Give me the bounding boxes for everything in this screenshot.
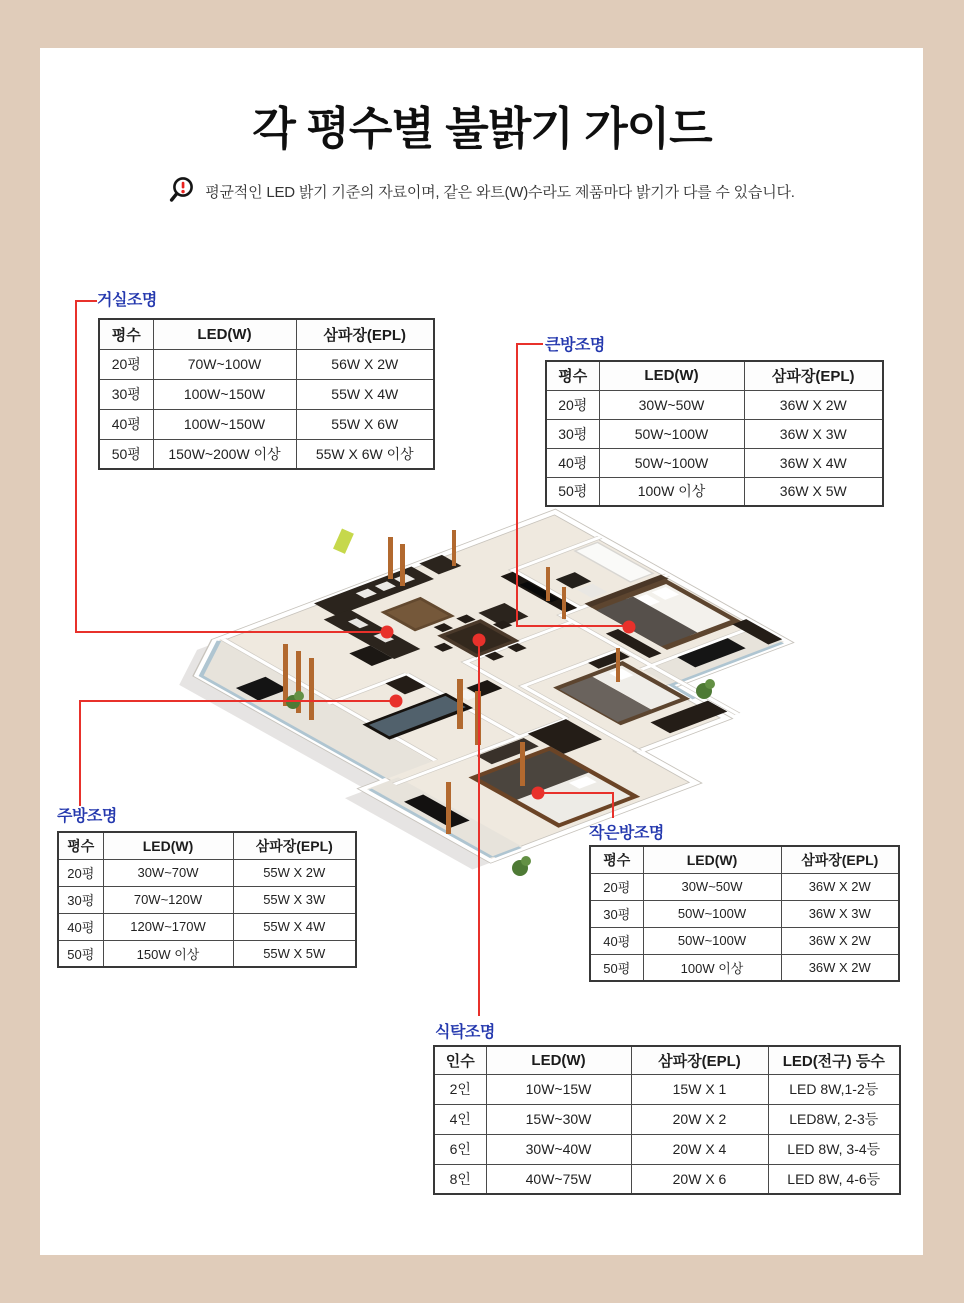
col-header: 삼파장(EPL) [631,1046,768,1074]
col-header: 평수 [99,319,153,349]
table-row: 40평 120W~170W 55W X 4W [58,913,356,940]
table-header-row [590,846,899,873]
magnifier-exclamation-icon [169,176,196,206]
table-row: 50평 100W 이상 36W X 2W [590,954,899,981]
col-header: 삼파장(EPL) [781,846,899,873]
bigroom-table-title: 큰방조명 [545,337,605,354]
smallroom-lighting-table [589,845,900,982]
col-header: 인수 [434,1046,486,1074]
wall-art [333,529,354,554]
table-row: 50평 150W~200W 이상 55W X 6W 이상 [99,439,434,469]
table-row: 8인 40W~75W 20W X 6 LED 8W, 4-6등 [434,1164,900,1194]
living-lighting-table [98,318,435,470]
dining-lighting-table [433,1045,901,1195]
col-header: LED(W) [153,319,296,349]
col-header: LED(W) [103,832,233,859]
table-row: 40평 100W~150W 55W X 6W [99,409,434,439]
table-row: 30평 100W~150W 55W X 4W [99,379,434,409]
col-header: 평수 [590,846,643,873]
col-header: 평수 [546,361,599,390]
table-header-row [546,361,883,390]
table-row: 6인 30W~40W 20W X 4 LED 8W, 3-4등 [434,1134,900,1164]
table-row: 2인 10W~15W 15W X 1 LED 8W,1-2등 [434,1074,900,1104]
table-row: 40평 50W~100W 36W X 2W [590,927,899,954]
table-row: 30평 70W~120W 55W X 3W [58,886,356,913]
col-header: LED(W) [486,1046,631,1074]
kitchen-lighting-table [57,831,357,968]
col-header: 삼파장(EPL) [744,361,883,390]
table-header-row [434,1046,900,1074]
table-row: 20평 30W~50W 36W X 2W [546,390,883,419]
page-title: 각 평수별 불밝기 가이드 [252,103,712,154]
col-header: LED(전구) 등수 [768,1046,900,1074]
col-header: 삼파장(EPL) [233,832,356,859]
col-header: LED(W) [643,846,781,873]
table-row: 30평 50W~100W 36W X 3W [546,419,883,448]
table-row: 50평 100W 이상 36W X 5W [546,477,883,506]
table-header-row [58,832,356,859]
dining-table-title: 식탁조명 [435,1024,495,1041]
table-row: 20평 70W~100W 56W X 2W [99,349,434,379]
table-row: 30평 50W~100W 36W X 3W [590,900,899,927]
col-header: 삼파장(EPL) [296,319,434,349]
col-header: 평수 [58,832,103,859]
table-row: 20평 30W~70W 55W X 2W [58,859,356,886]
table-row: 4인 15W~30W 20W X 2 LED8W, 2-3등 [434,1104,900,1134]
table-row: 40평 50W~100W 36W X 4W [546,448,883,477]
kitchen-table-title: 주방조명 [57,808,117,825]
bigroom-lighting-table [545,360,884,507]
notice-text: 평균적인 LED 밝기 기준의 자료이며, 같은 와트(W)수라도 제품마다 밝기가 다를 수 있습니다. [205,183,795,201]
col-header: LED(W) [599,361,744,390]
table-header-row [99,319,434,349]
notice-row [0,176,964,206]
living-table-title: 거실조명 [97,292,157,309]
table-row: 50평 150W 이상 55W X 5W [58,940,356,967]
table-row: 20평 30W~50W 36W X 2W [590,873,899,900]
smallroom-table-title: 작은방조명 [589,825,664,842]
